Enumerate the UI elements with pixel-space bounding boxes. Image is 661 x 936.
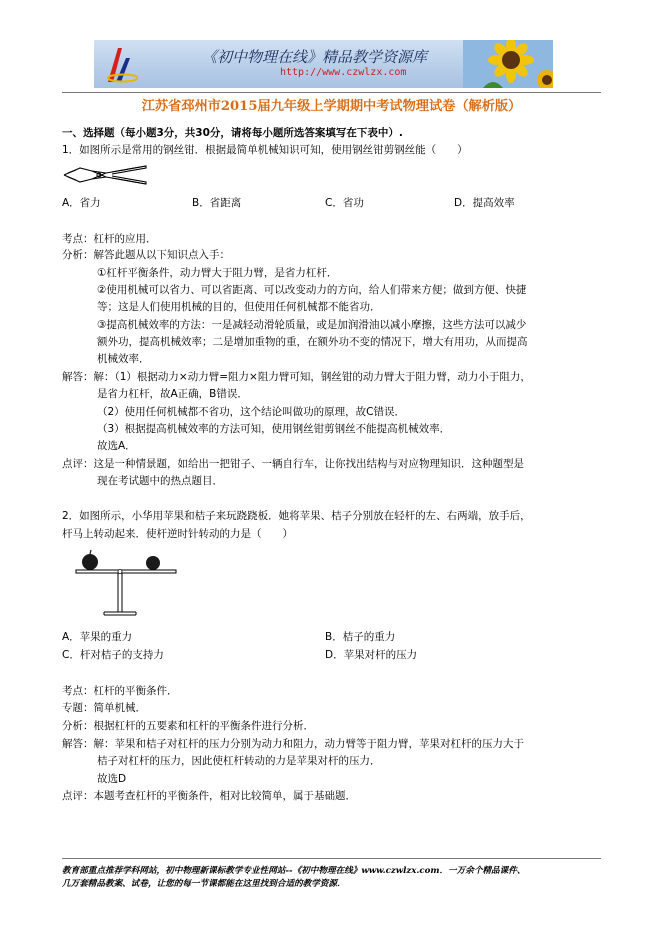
q1-option-a: A．省力	[62, 197, 101, 209]
q2-zhuanti: 专题：简单机械．	[62, 702, 146, 714]
banner-url: http://www.czwlzx.com	[280, 67, 407, 78]
sunflower-icon	[463, 40, 553, 88]
q1-fenxi-line: ③提高机械效率的方法：一是减轻动滑轮质量，或是加润滑油以减小摩擦，这些方法可以减少	[97, 319, 527, 331]
q2-stem-line: 2．如图所示，小华用苹果和桔子来玩跷跷板．她将苹果、桔子分别放在轻杆的左、右两端，放手后，	[62, 510, 531, 522]
q2-kaodian: 考点：杠杆的平衡条件．	[62, 685, 178, 697]
q1-jieda-line: 是省力杠杆，故A正确，B错误．	[97, 388, 248, 400]
q1-fenxi-line: 等；这是人们使用机械的目的，但使用任何机械都不能省功．	[97, 301, 381, 313]
q1-option-b: B．省距离	[192, 197, 242, 209]
q2-fenxi: 分析：根据杠杆的五要素和杠杆的平衡条件进行分析．	[62, 720, 314, 732]
footer-line: 教育部重点推荐学科网站，初中物理新课标教学专业性网站--《初中物理在线》www.czwlzx.com．一万余个精品课件、	[62, 866, 526, 876]
q1-dianping-line: 现在考试题中的热点题目．	[97, 475, 223, 487]
pliers-figure-icon	[62, 162, 148, 188]
q1-jieda-line: 故选A．	[97, 440, 136, 452]
q1-jieda-line: 解答：解：（1）根据动力×动力臂=阻力×阻力臂可知，钢丝钳的动力臂大于阻力臂，动力小于阻力，	[62, 371, 531, 383]
q1-jieda-line: （2）使用任何机械都不省功，这个结论叫做功的原理，故C错误．	[97, 406, 406, 418]
header-banner	[94, 40, 553, 88]
q1-kaodian: 考点：杠杆的应用．	[62, 233, 157, 245]
q1-dianping-line: 点评：这是一种情景题，如给出一把钳子、一辆自行车，让你找出结构与对应物理知识．这种题型是	[62, 458, 524, 470]
q2-option-d: D．苹果对杆的压力	[325, 649, 418, 661]
q1-fenxi-line: ②使用机械可以省力、可以省距离、可以改变动力的方向，给人们带来方便；做到方便、快捷	[97, 284, 527, 296]
site-logo-icon	[104, 44, 138, 84]
q1-fenxi-line: 额外功，提高机械效率；二是增加重物的重，在额外功不变的情况下，增大有用功，从而提高	[97, 336, 528, 348]
footer-divider	[62, 858, 601, 859]
section-heading: 一、选择题（每小题3分，共30分，请将每小题所选答案填写在下表中）.	[62, 127, 403, 139]
document-title: 江苏省邳州市2015届九年级上学期期中考试物理试卷（解析版）	[141, 99, 522, 114]
q2-option-c: C．杆对桔子的支持力	[62, 649, 164, 661]
q1-option-c: C．省功	[325, 197, 364, 209]
q1-fenxi-line: 分析：解答此题从以下知识点入手：	[62, 249, 230, 261]
q2-jieda-line: 解答：解：苹果和桔子对杠杆的压力分别为动力和阻力，动力臂等于阻力臂，苹果对杠杆的压力大于	[62, 738, 524, 750]
banner-title: 《初中物理在线》精品教学资源库	[202, 48, 428, 66]
q1-stem: 1．如图所示是常用的钢丝钳．根据最简单机械知识可知，使用钢丝钳剪钢丝能（ ）	[62, 144, 468, 156]
q2-stem-line: 杆马上转动起来．使杆逆时针转动的力是（ ）	[62, 528, 293, 540]
q1-option-d: D．提高效率	[454, 197, 515, 209]
seesaw-figure-icon	[74, 546, 180, 620]
header-divider	[62, 92, 601, 93]
q2-jieda-line: 故选D	[97, 773, 127, 785]
q2-option-b: B．桔子的重力	[325, 631, 396, 643]
q1-jieda-line: （3）根据提高机械效率的方法可知，使用钢丝钳剪钢丝不能提高机械效率．	[97, 423, 451, 435]
q1-fenxi-line: 机械效率．	[97, 353, 150, 365]
q2-dianping: 点评：本题考查杠杆的平衡条件，相对比较简单，属于基础题．	[62, 790, 356, 802]
q1-fenxi-line: ①杠杆平衡条件，动力臂大于阻力臂，是省力杠杆．	[97, 267, 338, 279]
q2-jieda-line: 桔子对杠杆的压力，因此使杠杆转动的力是苹果对杆的压力．	[97, 755, 381, 767]
footer-line: 几万套精品教案、试卷，让您的每一节课都能在这里找到合适的教学资源．	[62, 879, 346, 889]
q2-option-a: A．苹果的重力	[62, 631, 133, 643]
